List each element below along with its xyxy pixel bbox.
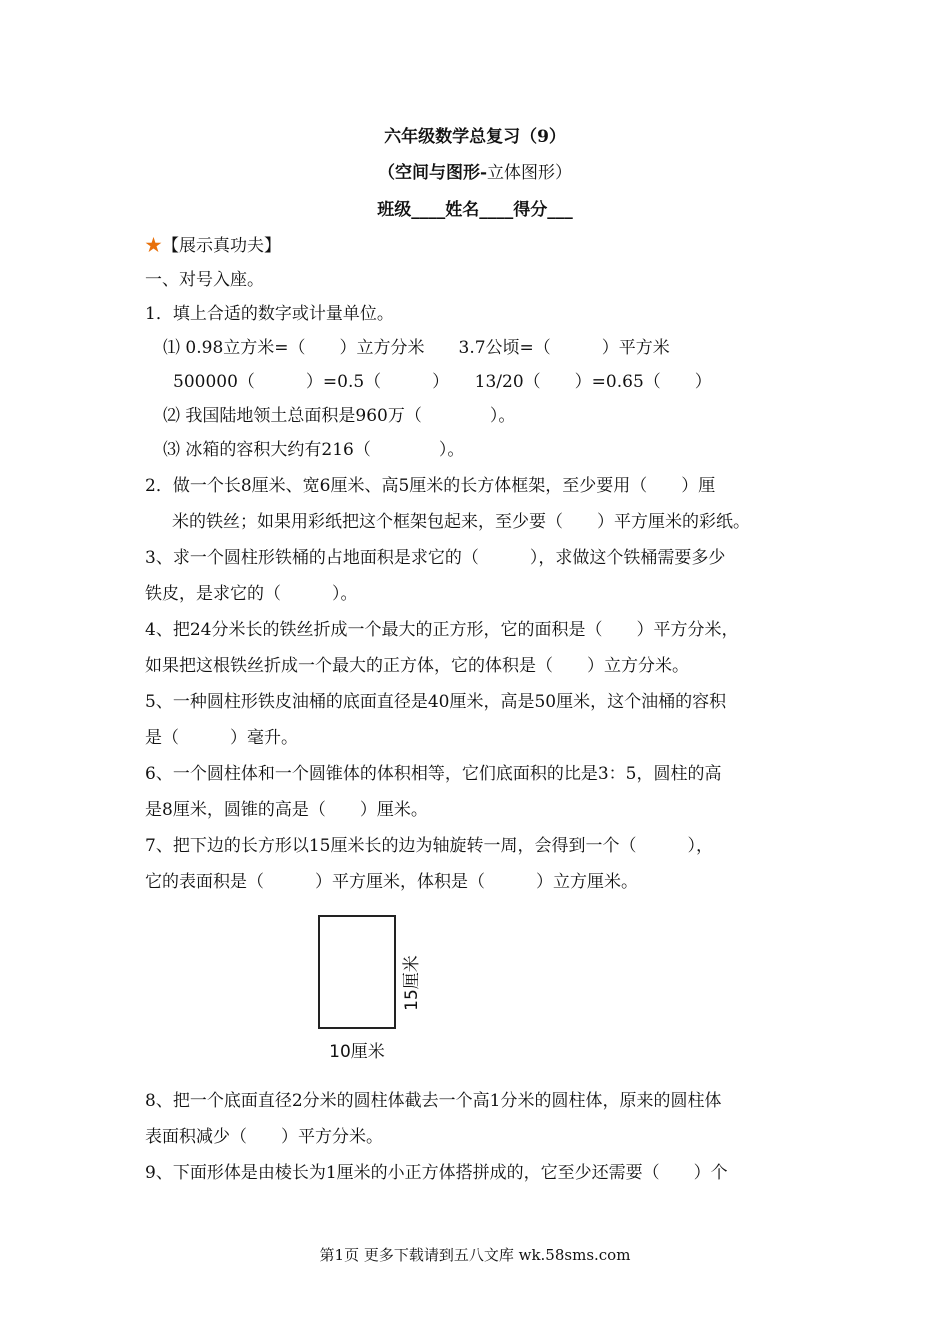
star-icon: ★: [145, 236, 162, 256]
q1-line-d: ⑶ 冰箱的容积大约有216（ ）。: [163, 440, 465, 460]
q2-line1: 2．做一个长8厘米、宽6厘米、高5厘米的长方体框架，至少要用（ ）厘: [145, 476, 716, 496]
subtitle-normal-part: 立体图形）: [487, 163, 573, 183]
section-heading: [145, 235, 281, 257]
q5-line2: 是（ ）毫升。: [145, 728, 298, 748]
class-name-score-line: 班级____姓名____得分___: [377, 200, 573, 220]
q1-line-a: ⑴ 0.98立方米=（ ）立方分米 3.7公顷=（ ）平方米: [163, 338, 670, 358]
q4-line1: 4、把24分米长的铁丝折成一个最大的正方形，它的面积是（ ）平方分米，: [145, 620, 739, 640]
q3-line2: 铁皮，是求它的（ ）。: [145, 584, 358, 604]
q2-line2: 米的铁丝；如果用彩纸把这个框架包起来，至少要（ ）平方厘米的彩纸。: [172, 512, 750, 532]
rectangle-width-label: 10厘米: [329, 1042, 385, 1062]
q3-line1: 3、求一个圆柱形铁桶的占地面积是求它的（ ），求做这个铁桶需要多少: [145, 548, 726, 568]
page-footer: 第1页 更多下载请到五八文库 wk.58sms.com: [319, 1246, 631, 1264]
q8-line2: 表面积减少（ ）平方分米。: [145, 1127, 383, 1147]
page-title: 六年级数学总复习（9）: [384, 127, 566, 147]
rectangle-height-label: 15厘米: [402, 955, 422, 1011]
q9-line1: 9、下面形体是由棱长为1厘米的小正方体搭拼成的，它至少还需要（ ）个: [145, 1163, 728, 1183]
q1-line-b: 500000（ ）=0.5（ ） 13/20（ ）=0.65（ ）: [173, 372, 712, 392]
subtitle-bold-part: （空间与图形-: [377, 163, 488, 183]
q4-line2: 如果把这根铁丝折成一个最大的正方体，它的体积是（ ）立方分米。: [145, 656, 689, 676]
rectangle-figure: [318, 915, 396, 1029]
section-heading-text: 【展示真功夫】: [162, 236, 281, 256]
q7-line2: 它的表面积是（ ）平方厘米，体积是（ ）立方厘米。: [145, 872, 638, 892]
q5-line1: 5、一种圆柱形铁皮油桶的底面直径是40厘米，高是50厘米，这个油桶的容积: [145, 692, 727, 712]
q1-stem: 1．填上合适的数字或计量单位。: [145, 304, 394, 324]
q1-line-c: ⑵ 我国陆地领土总面积是960万（ ）。: [163, 406, 516, 426]
part-one-heading: 一、对号入座。: [145, 270, 264, 290]
q6-line1: 6、一个圆柱体和一个圆锥体的体积相等，它们底面积的比是3：5，圆柱的高: [145, 764, 722, 784]
page-subtitle: [0, 162, 950, 184]
q6-line2: 是8厘米，圆锥的高是（ ）厘米。: [145, 800, 428, 820]
q8-line1: 8、把一个底面直径2分米的圆柱体截去一个高1分米的圆柱体，原来的圆柱体: [145, 1091, 722, 1111]
q7-line1: 7、把下边的长方形以15厘米长的边为轴旋转一周，会得到一个（ ），: [145, 836, 713, 856]
